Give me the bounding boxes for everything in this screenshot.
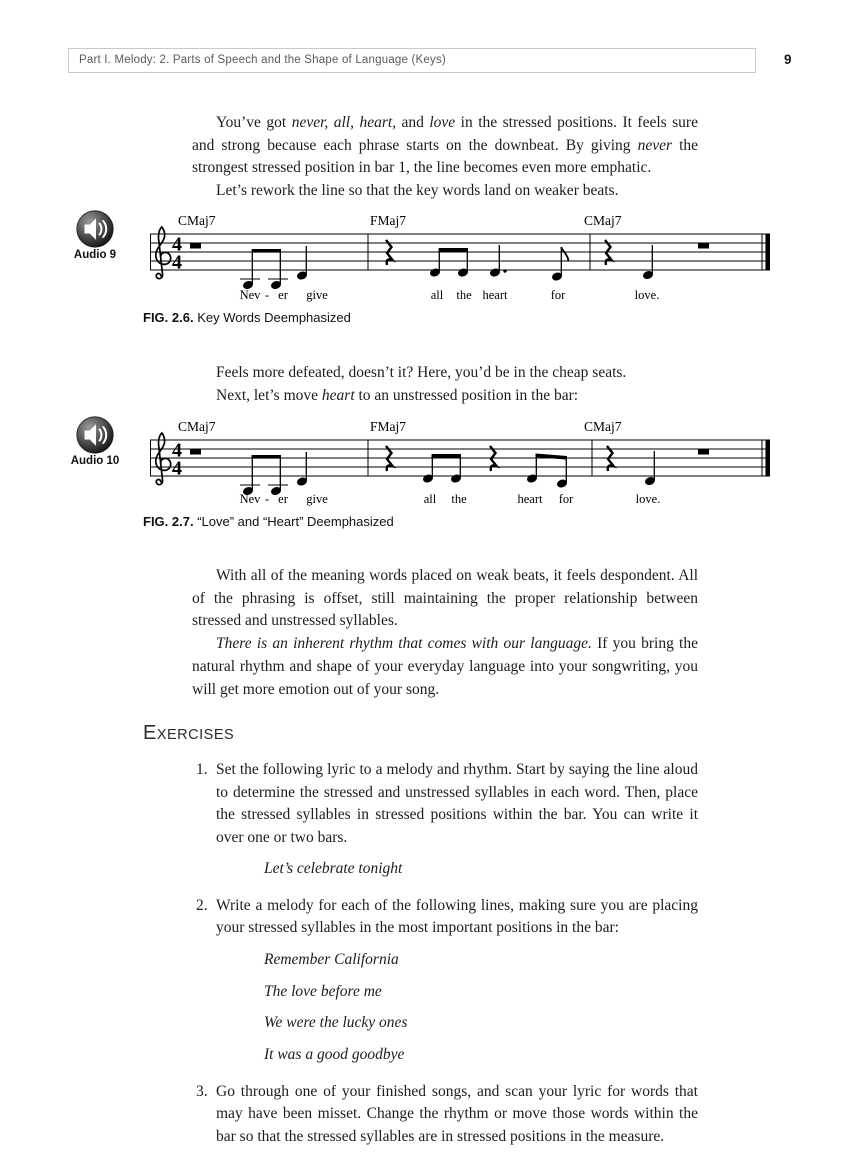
lyric-syllable: Nev [239,288,261,302]
lower-text-block [192,565,698,701]
lyric-syllable: give [306,288,328,302]
exercise-lyric-line: It was a good goodbye [264,1046,405,1064]
paragraph: With all of the meaning words placed on weak beats, it feels despondent. All of the phrasing is offset, still maintaining the proper relationship between stressed and unstressed syllables. [192,567,698,630]
lyric-syllable: love. [635,492,661,506]
final-barline [766,440,771,476]
notes-measure-2 [430,245,569,281]
running-header-box [68,48,756,73]
lyric-syllable: the [456,288,472,302]
lyric-syllable: for [558,492,574,506]
paragraph: Feels more defeated, doesn’t it? Here, you’d be in the cheap seats. [216,364,627,381]
lyric-syllable: the [451,492,467,506]
exercise-item [192,1081,698,1149]
half-rest [190,244,201,249]
lyric-syllable: all [430,288,444,302]
notes-measure-1 [240,246,307,290]
exercise-lyric-line: Remember California [264,950,399,968]
chord-symbol: CMaj7 [584,213,622,228]
lyric-hyphen: - [264,492,270,506]
intro-text-block [192,112,698,203]
exercises-list [192,759,698,1149]
exercise-lyric-line: Let’s celebrate tonight [264,859,403,877]
exercise-number: 2. [196,896,208,914]
lyric-syllable: all [423,492,437,506]
notes-measure-3 [643,245,654,280]
time-signature-top: 4 [172,233,182,256]
half-rest [190,450,201,455]
breadcrumb: Part I. Melody: 2. Parts of Speech and the Shape of Language (Keys) [79,54,446,66]
exercise-lyric-line: We were the lucky ones [264,1014,408,1032]
lyric-syllable: heart [517,492,543,506]
audio-label: Audio 9 [73,249,117,261]
lyric-syllable: heart [482,288,508,302]
paragraph: There is an inherent rhythm that comes with our language. If you bring the natural rhythm and shape of your everyday language into your songwriting, you will get more emotion out of your song. [192,635,698,698]
lyric-hyphen: - [264,288,270,302]
chord-symbol: CMaj7 [178,213,216,228]
final-barline [766,234,771,270]
music-staff [150,430,772,500]
treble-clef-icon [156,227,171,279]
figure-2-7 [0,411,864,546]
half-rest [698,450,709,455]
lyric-syllable: love. [634,288,660,302]
chord-symbol: FMaj7 [370,213,407,228]
time-signature-top: 4 [172,439,182,462]
page-number: 9 [784,52,792,67]
exercise-text: Set the following lyric to a melody and rhythm. Start by saying the line aloud to determine the stressed and unstressed syllables in each word. Then, place the stressed syllables in stressed positions within the bar. You can write it over one or two bars. [216,761,698,847]
lyric-syllable: Nev [239,492,261,506]
figure-caption: FIG. 2.7. “Love” and “Heart” Deemphasized [143,514,394,529]
exercise-text: Write a melody for each of the following lines, making sure you are placing your stressed syllables in the most important positions in the bar: [216,896,698,937]
time-signature-bottom: 4 [172,251,182,274]
middle-text-block [192,362,698,407]
notes-measure-3 [645,451,656,486]
treble-clef-icon [156,433,171,485]
lyric-syllable: for [550,288,566,302]
exercise-number: 3. [196,1082,208,1100]
lyric-syllable: give [306,492,328,506]
music-staff [150,224,772,294]
exercise-item [192,759,698,850]
speaker-audio-icon [76,210,114,248]
exercises-heading: EXERCISES [143,722,235,744]
time-signature-bottom: 4 [172,457,182,480]
audio-label: Audio 10 [70,455,120,467]
figure-2-6 [0,205,864,340]
notes-measure-2b [527,454,568,489]
notes-measure-1 [240,452,307,496]
chord-symbol: CMaj7 [584,419,622,434]
exercise-item [192,895,698,940]
half-rest [698,244,709,249]
lyric-syllable: er [278,288,288,302]
figure-caption: FIG. 2.6. Key Words Deemphasized [143,310,351,325]
audio-10-play-button[interactable] [57,416,133,467]
audio-9-play-button[interactable] [57,210,133,261]
exercise-text: Go through one of your finished songs, and scan your lyric for words that may have been misset. Change the rhythm or move those words within the bar so that the stressed syllables are in stressed positions in the measure. [216,1082,698,1146]
paragraph: You’ve got never, all, heart, and love in the stressed positions. It feels sure and strong because each phrase starts on the downbeat. By giving never the strongest stressed position in bar 1, the line becomes even more emphatic. [192,114,699,177]
lyric-syllable: er [278,492,288,506]
chord-symbol: CMaj7 [178,419,216,434]
speaker-audio-icon [76,416,114,454]
chord-symbol: FMaj7 [370,419,407,434]
paragraph: Next, let’s move heart to an unstressed position in the bar: [216,386,579,404]
paragraph: Let’s rework the line so that the key words land on weaker beats. [216,182,619,200]
exercise-lyric-line: The love before me [264,982,382,1000]
exercise-number: 1. [196,761,208,778]
